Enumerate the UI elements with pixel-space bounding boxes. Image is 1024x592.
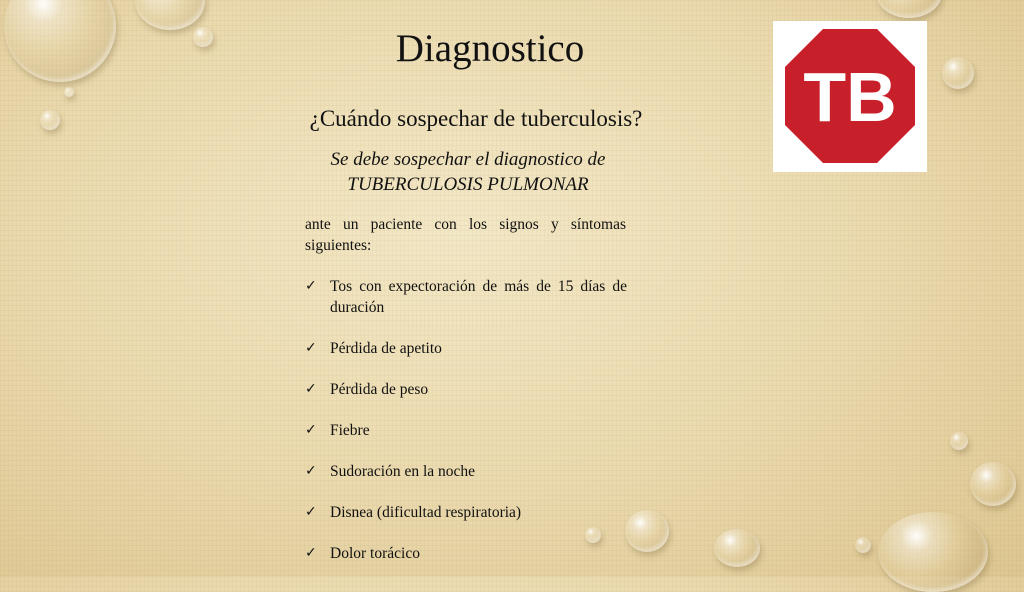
water-droplet: [40, 110, 60, 130]
symptom-label: Fiebre: [330, 422, 370, 439]
symptom-label: Pérdida de peso: [330, 381, 429, 398]
symptom-label: Tos con expectoración de más de 15 días de duración: [330, 278, 627, 316]
water-droplet: [64, 87, 74, 97]
list-item: [305, 502, 627, 523]
subtitle-line: Se debe sospechar el diagnostico de: [330, 149, 606, 170]
water-droplet: [855, 537, 871, 553]
water-droplet: [950, 432, 968, 450]
list-item: [305, 543, 627, 564]
checkmark-icon: ✓: [305, 422, 317, 438]
checkmark-icon: ✓: [305, 340, 317, 356]
tb-logo-text: TB: [803, 58, 897, 136]
list-item: [305, 276, 627, 318]
tb-stop-sign-icon: [773, 21, 927, 172]
water-droplet: [585, 527, 601, 543]
symptom-label: Dolor torácico: [330, 545, 420, 562]
list-item: [305, 461, 627, 482]
water-droplet: [193, 27, 213, 47]
water-droplet: [942, 57, 974, 89]
water-droplet: [878, 512, 988, 592]
water-droplet: [970, 462, 1016, 506]
water-droplet: [714, 529, 760, 567]
water-droplet: [4, 0, 116, 82]
checkmark-icon: ✓: [305, 381, 317, 397]
tb-logo: [773, 21, 927, 172]
list-item: [305, 379, 627, 400]
symptom-label: Pérdida de apetito: [330, 340, 442, 357]
water-droplet: [625, 510, 669, 552]
slide-question: ¿Cuándo sospechar de tuberculosis?: [309, 106, 643, 131]
list-item: [305, 420, 627, 441]
checkmark-icon: ✓: [305, 545, 317, 561]
water-droplet: [135, 0, 205, 30]
checkmark-icon: ✓: [305, 463, 317, 479]
list-item: [305, 338, 627, 359]
slide-subtitle: [290, 147, 646, 197]
checkmark-icon: ✓: [305, 278, 317, 294]
slide-title: Diagnostico: [395, 27, 585, 70]
symptom-label: Sudoración en la noche: [330, 463, 476, 480]
subtitle-line: TUBERCULOSIS PULMONAR: [347, 174, 589, 195]
symptom-label: Disnea (dificultad respiratoria): [330, 504, 522, 521]
checkmark-icon: ✓: [305, 504, 317, 520]
intro-text: ante un paciente con los signos y síntomas siguientes:: [305, 216, 626, 254]
water-droplet: [876, 0, 942, 18]
